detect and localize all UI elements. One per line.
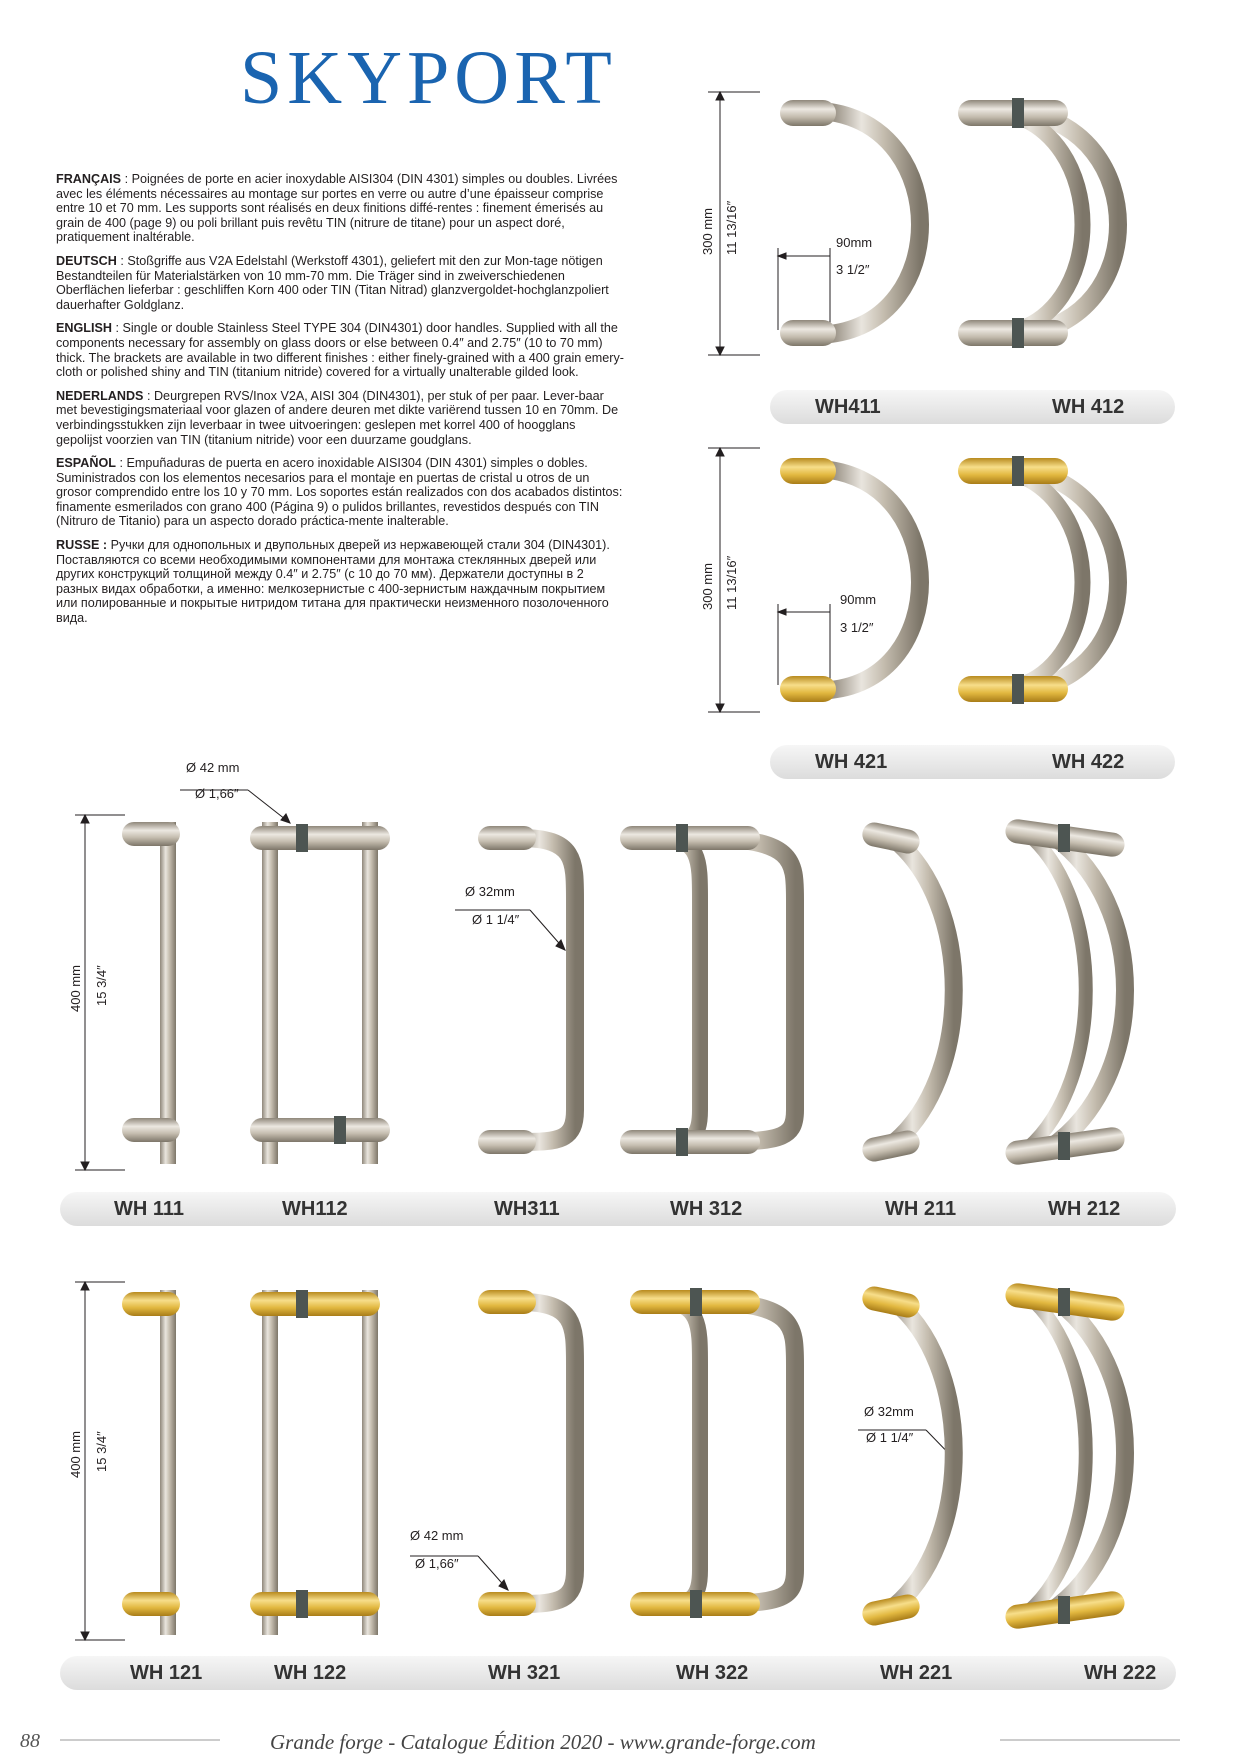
dim-300-mm-row2: 300 mm — [700, 563, 715, 610]
dim-d32-mm-row4: Ø 32mm — [864, 1404, 914, 1419]
desc-fr-label: FRANÇAIS — [56, 172, 122, 186]
label-wh211: WH 211 — [885, 1198, 957, 1220]
dim-400-mm-row3: 400 mm — [68, 965, 83, 1012]
desc-de-label: DEUTSCH — [56, 253, 117, 268]
dim-d42-in-row3: Ø 1,66″ — [195, 786, 239, 801]
label-wh221: WH 221 — [880, 1662, 953, 1684]
handle-wh312 — [620, 824, 795, 1156]
handle-wh222 — [1004, 1282, 1126, 1630]
handle-wh412 — [958, 98, 1118, 348]
dim-400-in-row4: 15 3/4″ — [94, 1431, 109, 1472]
footer-text: Grande forge - Catalogue Édition 2020 - www.grande-forge.com — [270, 1730, 816, 1754]
label-wh411: WH411 — [815, 396, 881, 418]
desc-fr-text: : Poignées de porte en acier inoxydable AISI304 (DIN 4301) simples ou doubles. Livrées avec les éléments nécessaires au montage sur portes en verre ou autre d’une épaisseur comprise entre 10 et 70 mm. Les supports sont réalisés en deux finitions diffé-rentes : finement émerisés au grain de 400 (page 9) ou poli brillant puis revêtu TIN (nitrure de titane) pour un aspect doré, pratiquement inaltérable. — [56, 172, 618, 245]
desc-de-text: : Stoßgriffe aus V2A Edelstahl (Werkstoff 4301), geliefert mit den zur Mon-tage nötigen Bestandteilen für Materialstärken von 10 mm-70 mm. Die Träger sind in zweiverschiedenen Oberflächen lieferbar : geschliffen Korn 400 oder TIN (Titan Nitrad) glanzvergoldet-hochglanzpoliert dauerhafter Goldglanz. — [56, 253, 609, 312]
dim-d32-in-row4: Ø 1 1/4″ — [866, 1430, 914, 1445]
label-wh412: WH 412 — [1052, 396, 1125, 418]
desc-es-label: ESPAÑOL — [56, 456, 116, 471]
label-wh111: WH 111 — [114, 1198, 185, 1220]
handle-wh322 — [630, 1288, 795, 1618]
dim-d42-mm-row3: Ø 42 mm — [186, 760, 240, 775]
dim-400-in-row3: 15 3/4″ — [94, 965, 109, 1006]
desc-nl-text: : Deurgrepen RVS/Inox V2A, AISI 304 (DIN4301), per stuk of per paar. Lever-baar met bevestigingsmateriaal voor glazen of andere deuren met dikte variërend tussen 10 en 70mm. De verbindingsstukken zijn leverbaar in twee uitvoeringen: geslepen met korrel 400 of hoogglans gepolijst voorzien van TIN (titanium nitride) voor een duurzame goudglans. — [56, 388, 619, 447]
label-wh212: WH 212 — [1048, 1198, 1121, 1220]
page-title: SKYPORT — [240, 36, 617, 120]
page-number: 88 — [20, 1730, 40, 1752]
handle-wh211 — [860, 820, 954, 1164]
dim-90-mm-row2: 90mm — [840, 592, 877, 607]
desc-ru-label: RUSSE : — [56, 538, 108, 553]
desc-es-text: : Empuñaduras de puerta en acero inoxidable AISI304 (DIN 4301) simples o dobles. Suministrados con los elementos necesarios para el montaje en puertas de cristal u otros de un grosor comprendido entre los 10 y 70 mm. Los soportes están realizados con dos acabados distintos: finamente esmerilados con grano 400 (Página 9) o pulidos brillantes, revestidos después con TIN (Nitruro de Titanio) para un aspecto dorado práctica-mente inalterable. — [56, 456, 623, 529]
label-wh422: WH 422 — [1052, 751, 1125, 773]
dim-90-in-row2: 3 1/2″ — [840, 620, 874, 635]
handle-wh112 — [250, 822, 390, 1164]
dim-90-in-row1: 3 1/2″ — [836, 262, 870, 277]
dim-d42-mm-row4: Ø 42 mm — [410, 1528, 464, 1543]
handle-wh121 — [122, 1290, 180, 1635]
desc-nl-label: NEDERLANDS — [56, 388, 144, 403]
dim-d42-in-row4: Ø 1,66″ — [415, 1556, 459, 1571]
label-wh311: WH311 — [494, 1198, 560, 1220]
desc-ru-text: Ручки для однопольных и двупольных дверей из нержавеющей стали 304 (DIN4301). Поставляются со всеми необходимыми компонентами для монтажа стеклянных дверей или других конструкций толщиной между 0.4″ и 2.75″ (с 10 до 70 мм). Держатели доступны в 2 разных видах обработки, а именно: мелкозернистые с 400-зернистым наждачным покрытием или полированные и покрытые нитридом титана для практически неизменного позолоченного вида. — [56, 538, 610, 626]
label-wh122: WH 122 — [274, 1662, 347, 1684]
label-wh421: WH 421 — [815, 751, 888, 773]
dim-400-mm-row4: 400 mm — [68, 1431, 83, 1478]
handle-wh122 — [250, 1290, 380, 1635]
dim-300-mm-row1: 300 mm — [700, 208, 715, 255]
handle-wh111 — [122, 822, 180, 1164]
label-wh121: WH 121 — [130, 1662, 203, 1684]
dim-300-in-row1: 11 13/16″ — [724, 200, 739, 255]
label-wh312: WH 312 — [670, 1198, 743, 1220]
dim-d32-mm-row3: Ø 32mm — [465, 884, 515, 899]
handle-wh221 — [860, 1284, 954, 1628]
handle-wh321 — [478, 1290, 575, 1616]
handle-wh422 — [958, 456, 1118, 704]
handle-wh411 — [780, 100, 920, 346]
label-wh112: WH112 — [282, 1198, 348, 1220]
desc-en-text: : Single or double Stainless Steel TYPE 304 (DIN4301) door handles. Supplied with all the components necessary for assembly on glass doors or else between 0.4″ and 2.75″ (10 to 70 mm) thick. The brackets are available in two different finishes : either finely-grained with a 400 grain emery-cloth or polished shiny and TIN (titanium nitride) covered for a virtually unalterable gilded look. — [56, 321, 624, 380]
handle-wh212 — [1004, 818, 1126, 1166]
dim-300-in-row2: 11 13/16″ — [724, 555, 739, 610]
label-wh222: WH 222 — [1084, 1662, 1157, 1684]
handle-wh421 — [780, 458, 920, 702]
label-wh321: WH 321 — [488, 1662, 561, 1684]
dim-d32-in-row3: Ø 1 1/4″ — [472, 912, 520, 927]
dim-90-mm-row1: 90mm — [836, 235, 873, 250]
desc-en-label: ENGLISH — [56, 321, 112, 336]
dimension-400-row4 — [75, 1282, 960, 1640]
handle-wh311 — [478, 826, 575, 1154]
label-wh322: WH 322 — [676, 1662, 749, 1684]
